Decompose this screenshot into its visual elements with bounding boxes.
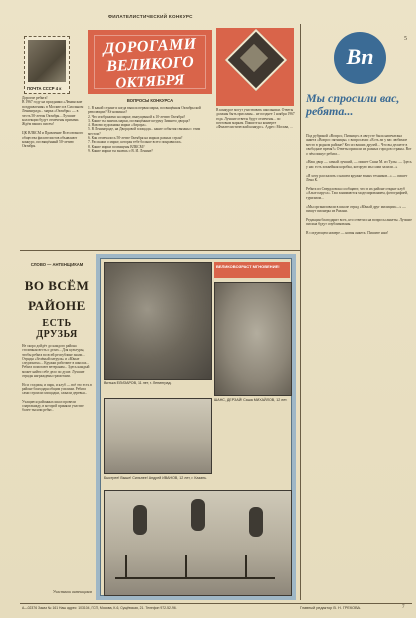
slovo-headline-3: ЕСТЬ ДРУЗЬЯ — [36, 318, 78, 340]
contest-title-line3: ОКТЯБРЯ — [115, 72, 185, 92]
conditions-text: В конкурсе могут участвовать школьники. Ответы должны быть присланы... не позднее 1 ноября 1967 года. Лучшие ответы будут отмечены... по почтовым маркам. Пишите на конверте «Филателистический конкурс». Адрес: Москва, ... — [216, 108, 296, 130]
slovo-kicker: СЛОВО — АНТЕНЩИКАМ — [30, 262, 84, 267]
slovo-body-text: Не скоро дойдёт до каждого района столичная весть о делах... Для культуры, чтобы ребята во всей республике знали... Отряды «Зелёный патруль» и «Юные следопыты»... Кружки работают в школах... Ребята помогают ветеранам... Здесь каждый может найти себе дело по душе. Лучшие отряды награждены грамотами. Но и стадион, и парк, и клуб — всё это есть в районе благодаря общим усилиям. Ребята сами строили площадки, сажали деревья... Учащиеся районных школ провели спартакиаду, в которой приняли участие более тысячи ребят... — [22, 344, 92, 413]
divider-horizontal — [20, 250, 300, 251]
footer-page-number: 7 — [402, 605, 405, 610]
slovo-signature: Участники антенщиков — [52, 590, 92, 594]
contest-title-box — [88, 30, 212, 94]
stamp-text: ПОЧТА СССР 4 к — [27, 86, 62, 91]
photo-caption-2: ШАНС, ДЕРЗАЙ! Саша МИХАЙЛОВ, 12 лет. — [214, 398, 288, 402]
contest-label: ФИЛАТЕЛИСТИЧЕСКИЙ КОНКУРС — [108, 14, 193, 19]
slovo-headline-2: РАЙОНЕ — [28, 298, 86, 313]
vp-body-text: Под рубрикой «Вопрос, Пятнице» в августе была напечатана анкета «Вопрос пятницы» с вопросами: «Есть ли у вас любимое место в родном районе? Кто из ваших друзей... Что вы делаете в свободное время?» Ответы пришли из разных городов страны. Вот о чём пишут ребята... «Наш двор — самый лучший, — пишет Саша М. из Тулы. — Здесь у нас есть хоккейная коробка, которую мы сами залили...» «Я хочу рассказать о нашем кружке юных техников...» — пишет Лена К. Ребята из Свердловска сообщают, что в их районе открыт клуб «Алые паруса». Там занимаются моделированием, фотографией, туризмом... «Мы организовали в школе отряд «Юный друг милиции»...» — пишут пионеры из Рязани. Редакция благодарит всех, кто ответил на вопросы анкеты. Лучшие письма будут опубликованы. В следующем номере — новая анкета. Пишите нам! — [306, 134, 412, 235]
photo-badge: ВЕЛИКОВОЗРАСТ МГНОВЕНИЕ! — [214, 262, 290, 278]
questions-heading: ВОПРОСЫ КОНКУРСА — [126, 98, 174, 103]
footer-imprint: А—02376 Заказ № 161 Наш адрес: 103104, ГСП, Москва, К-6, Сущёвская, 21. Телефон 972-52-96. — [22, 606, 177, 610]
questions-text: 1. В какой стране и когда вышла первая марка, посвящённая Октябрьской революции? Её номинал? 2. Что изображено на марке, выпущенной к 10-летию Октября? 3. Какие ты знаешь марки, посвящённые штурму Зимнего дворца? 4. Назови художника марки «Аврора». 5. В Ленинграде, на Дворцовой площади... какие события связаны с этим местом? 6. Как отмечалось 50-летие Октября на марках разных стран? 7. Расскажи о марке, которая тебе больше всего понравилась. 8. Какие марки посвящены ВЛКСМ? 9. Какие марки ты знаешь о В. И. Ленине? — [88, 106, 201, 153]
postage-stamp — [24, 36, 70, 94]
divider-vertical-right — [300, 24, 301, 600]
slovo-headline-1: ВО ВСЁМ — [24, 278, 90, 293]
photo-kids — [104, 398, 212, 474]
filatelist-panel — [216, 28, 294, 106]
photo-gymnasts-1 — [104, 262, 212, 380]
vp-headline: Мы спросили вас, ребята... — [306, 91, 400, 118]
vp-logo-text: Вп — [346, 44, 374, 69]
photo-caption-1: Витька ЕЛИЗАРОВ, 11 лет, г. Ленинград. — [104, 381, 172, 385]
footer-rule — [20, 603, 412, 604]
footer-editor: Главный редактор В. Н. ГРЕКОВА. — [300, 606, 362, 610]
vp-logo — [334, 32, 386, 84]
photo-hurdles — [104, 490, 292, 596]
photo-boy — [214, 282, 292, 396]
left-caption-text: Дорогие ребята! В 1967 году на праздники «Ленинские поздравления» в Москве и в Смольном Ленинграда... марка «Октябрь» — в честь 50-летия Октября... Лучшие коллекции будут отмечены призами. Ждём ваших писем! ЦК ВЛКСМ и Правление Всесоюзного общества филателистов объявляют конкурс, посвящённый 50-летию Октября. — [22, 96, 84, 149]
photo-caption-3: Быстрее! Выше! Сильнее! Андрей ИВАНОВ, 12 лет, г. Казань. — [104, 476, 207, 480]
page-number-top: 5 — [404, 36, 407, 42]
contest-title-line2: ВЕЛИКОГО — [105, 53, 195, 76]
contest-title-line1: ДОРОГАМИ — [102, 35, 198, 58]
